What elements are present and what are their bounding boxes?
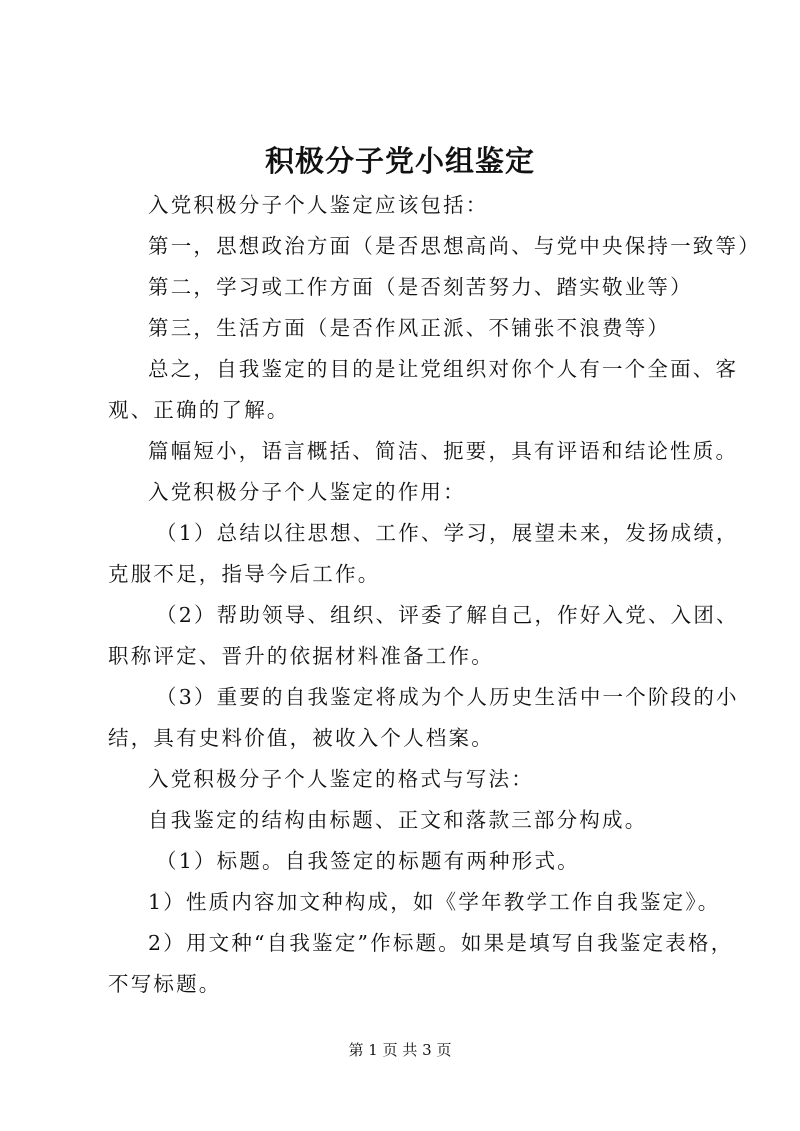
page-footer: 第 1 页 共 3 页 [348,1041,452,1059]
paragraph-line: 第一，思想政治方面（是否思想高尚、与党中央保持一致等） [148,234,761,258]
paragraph-line: 第三，生活方面（是否作风正派、不铺张不浪费等） [148,316,671,340]
paragraph-line: （3）重要的自我鉴定将成为个人历史生活中一个阶段的小 [156,685,739,709]
paragraph-line: （2）帮助领导、组织、评委了解自己，作好入党、入团、 [156,603,739,627]
paragraph-line: 第二，学习或工作方面（是否刻苦努力、踏实敬业等） [148,275,693,299]
paragraph-line: 不写标题。 [108,972,222,996]
paragraph-line: 入党积极分子个人鉴定的格式与写法： [148,767,534,791]
paragraph-line: 入党积极分子个人鉴定应该包括： [148,193,489,217]
paragraph-line: 篇幅短小，语言概括、简洁、扼要，具有评语和结论性质。 [148,439,739,463]
paragraph-line: 克服不足，指导今后工作。 [108,562,381,586]
paragraph-line: 入党积极分子个人鉴定的作用： [148,480,466,504]
paragraph-line: 自我鉴定的结构由标题、正文和落款三部分构成。 [148,808,648,832]
paragraph-line: 结，具有史料价值，被收入个人档案。 [108,726,494,750]
paragraph-line: 1）性质内容加文种构成，如《学年教学工作自我鉴定》。 [148,890,721,914]
paragraph-line: 观、正确的了解。 [108,398,290,422]
paragraph-line: 职称评定、晋升的依据材料准备工作。 [108,644,494,668]
paragraph-line: （1）总结以往思想、工作、学习，展望未来，发扬成绩， [156,521,739,545]
document-title: 积极分子党小组鉴定 [264,144,535,178]
paragraph-line: （1）标题。自我签定的标题有两种形式。 [156,849,580,873]
paragraph-line: 总之，自我鉴定的目的是让党组织对你个人有一个全面、客 [148,357,739,381]
paragraph-line: 2）用文种“自我鉴定”作标题。如果是填写自我鉴定表格， [148,931,734,955]
